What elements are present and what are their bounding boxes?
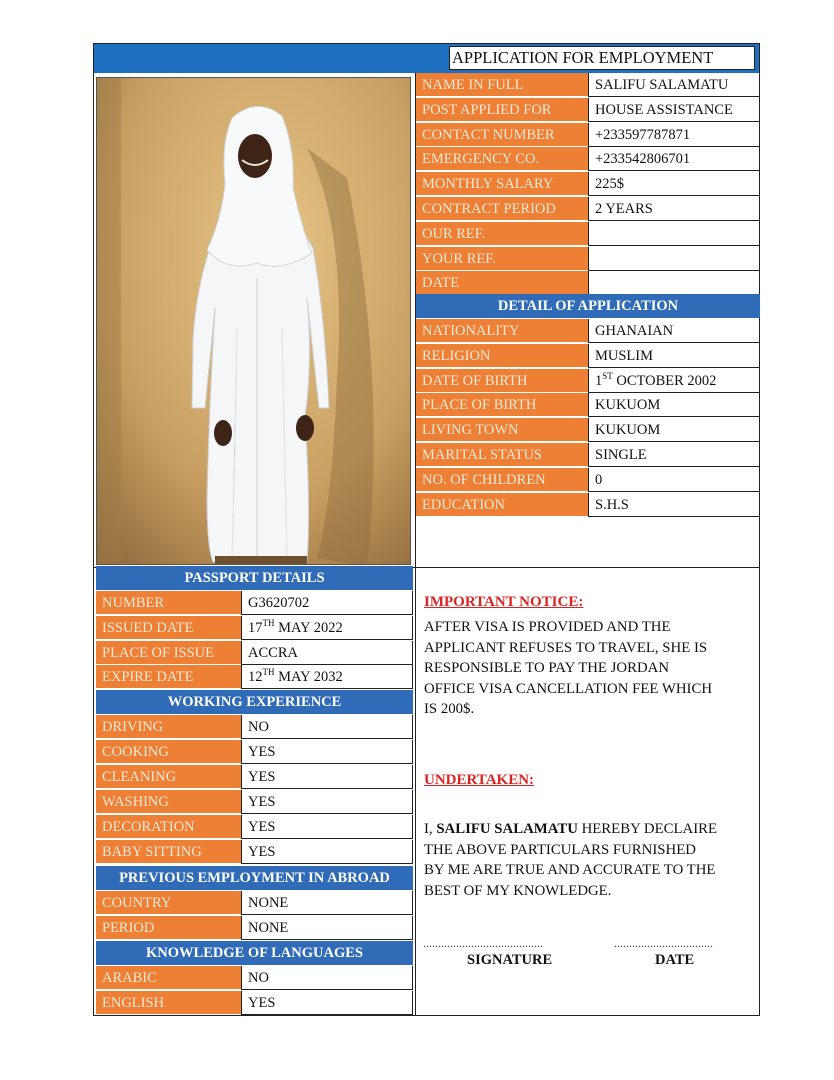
title-bar <box>94 44 759 73</box>
field-label: WASHING <box>96 790 241 814</box>
field-value: 0 <box>588 468 760 492</box>
notice-line: AFTER VISA IS PROVIDED AND THE <box>424 619 671 635</box>
field-label: EXPIRE DATE <box>96 665 241 689</box>
field-value: NO <box>241 966 413 990</box>
date-label: DATE <box>655 952 695 968</box>
applicant-photo <box>96 77 411 565</box>
field-label: NUMBER <box>96 591 241 615</box>
field-label: DECORATION <box>96 815 241 839</box>
field-value <box>588 247 760 271</box>
field-value <box>588 369 760 393</box>
field-label: YOUR REF. <box>416 247 588 271</box>
field-value: GHANAIAN <box>588 319 760 343</box>
undertaken-line: BEST OF MY KNOWLEDGE. <box>424 882 612 899</box>
form-title: APPLICATION FOR EMPLOYMENT <box>449 46 755 70</box>
field-label: CLEANING <box>96 765 241 789</box>
field-label: ARABIC <box>96 966 241 990</box>
field-value: YES <box>241 765 413 789</box>
field-value: YES <box>241 840 413 864</box>
field-label: EDUCATION <box>416 493 588 517</box>
experience-header: WORKING EXPERIENCE <box>96 690 413 714</box>
field-value: YES <box>241 815 413 839</box>
field-value <box>588 222 760 246</box>
field-value: SINGLE <box>588 443 760 467</box>
notice-line: IS 200$. <box>424 701 475 717</box>
field-value: HOUSE ASSISTANCE <box>588 98 760 122</box>
field-label: OUR REF. <box>416 222 588 246</box>
field-label: PLACE OF BIRTH <box>416 393 588 417</box>
field-value: NO <box>241 715 413 739</box>
notice-line: RESPONSIBLE TO PAY THE JORDAN <box>424 660 670 676</box>
application-form <box>93 43 760 1016</box>
value-ordinal: ST <box>602 370 613 381</box>
field-value: SALIFU SALAMATU <box>588 73 760 97</box>
languages-header: KNOWLEDGE OF LANGUAGES <box>96 941 413 965</box>
field-label: COUNTRY <box>96 891 241 915</box>
notice-line: APPLICANT REFUSES TO TRAVEL, SHE IS <box>424 639 708 656</box>
field-label: ENGLISH <box>96 991 241 1015</box>
field-label: PLACE OF ISSUE <box>96 641 241 665</box>
date-line: ................................. <box>614 936 713 950</box>
field-label: DATE OF BIRTH <box>416 369 588 393</box>
field-label: DATE <box>416 271 588 295</box>
abroad-header: PREVIOUS EMPLOYMENT IN ABROAD <box>96 866 413 890</box>
field-label: CONTACT NUMBER <box>416 123 588 147</box>
value-number: 1 <box>595 372 603 389</box>
value-ordinal: TH <box>262 617 275 628</box>
value-text: MAY 2032 <box>274 669 343 686</box>
field-value <box>588 271 760 295</box>
value-number: 17 <box>248 619 263 636</box>
signature-line: ........................................ <box>423 936 543 950</box>
field-label: LIVING TOWN <box>416 418 588 442</box>
center-divider <box>415 73 416 1016</box>
field-value: ACCRA <box>241 641 413 665</box>
undertaken-line <box>424 819 756 840</box>
field-value: KUKUOM <box>588 418 760 442</box>
field-label: COOKING <box>96 740 241 764</box>
field-label: MONTHLY SALARY <box>416 172 588 196</box>
notice-heading: IMPORTANT NOTICE: <box>424 594 584 610</box>
signature-label: SIGNATURE <box>467 952 553 968</box>
field-value: +233542806701 <box>588 147 760 171</box>
field-value: +233597787871 <box>588 123 760 147</box>
undertaken-prefix: I, <box>424 821 437 837</box>
field-value: S.H.S <box>588 493 760 517</box>
field-value: NONE <box>241 891 413 915</box>
value-number: 12 <box>248 669 263 686</box>
undertaken-text <box>424 819 756 901</box>
detail-header: DETAIL OF APPLICATION <box>416 294 760 318</box>
field-value: YES <box>241 740 413 764</box>
field-value: YES <box>241 991 413 1015</box>
field-label: RELIGION <box>416 344 588 368</box>
field-value: NONE <box>241 916 413 940</box>
field-label: POST APPLIED FOR <box>416 98 588 122</box>
field-value: 225$ <box>588 172 760 196</box>
field-value: 2 YEARS <box>588 197 760 221</box>
undertaken-line: THE ABOVE PARTICULARS FURNISHED <box>424 841 696 858</box>
undertaken-heading: UNDERTAKEN: <box>424 772 535 788</box>
field-label: PERIOD <box>96 916 241 940</box>
field-label: BABY SITTING <box>96 840 241 864</box>
field-value: MUSLIM <box>588 344 760 368</box>
notice-line: OFFICE VISA CANCELLATION FEE WHICH <box>424 680 713 697</box>
field-label: NO. OF CHILDREN <box>416 468 588 492</box>
field-label: DRIVING <box>96 715 241 739</box>
field-value: KUKUOM <box>588 393 760 417</box>
field-value: YES <box>241 790 413 814</box>
field-value: G3620702 <box>241 591 413 615</box>
value-text: MAY 2022 <box>274 619 343 636</box>
field-label: NATIONALITY <box>416 319 588 343</box>
notice-text <box>424 617 756 720</box>
undertaken-name: SALIFU SALAMATU <box>436 821 578 837</box>
field-label: EMERGENCY CO. <box>416 147 588 171</box>
applicant-photo-illustration <box>97 78 411 565</box>
field-label: ISSUED DATE <box>96 616 241 640</box>
undertaken-line: BY ME ARE TRUE AND ACCURATE TO THE <box>424 862 716 878</box>
field-value <box>241 616 413 640</box>
value-text: OCTOBER 2002 <box>612 372 717 389</box>
field-label: CONTRACT PERIOD <box>416 197 588 221</box>
field-label: MARITAL STATUS <box>416 443 588 467</box>
value-ordinal: TH <box>262 667 275 678</box>
field-value <box>241 665 413 689</box>
undertaken-rest: HEREBY DECLAIRE <box>577 821 718 837</box>
field-label: NAME IN FULL <box>416 73 588 97</box>
passport-header: PASSPORT DETAILS <box>96 566 413 590</box>
